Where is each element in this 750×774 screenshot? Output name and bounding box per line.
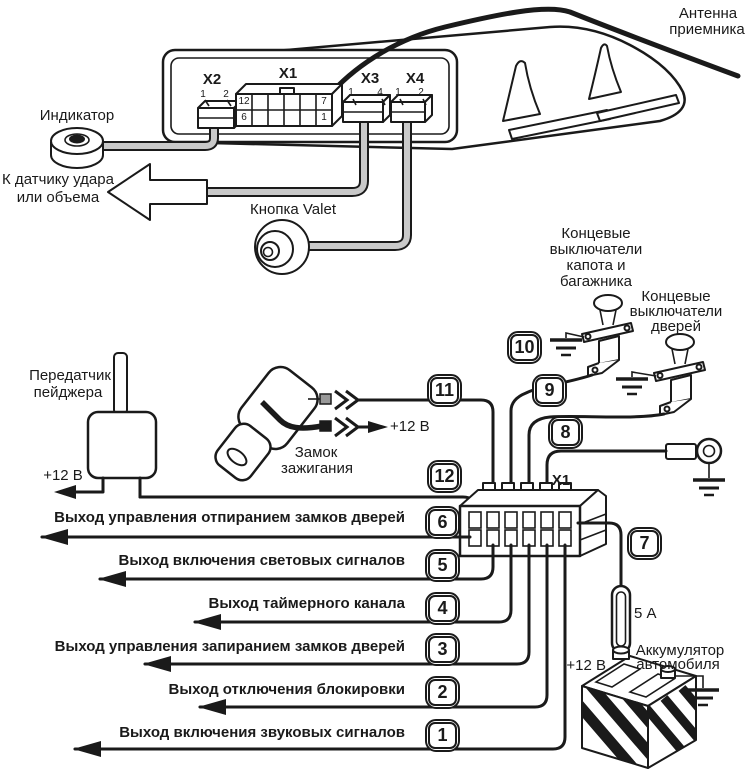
x1-pin-12: 12 [238,96,250,107]
connector-x3-socket [343,95,390,122]
valet-button [255,220,309,274]
wire-badge-12: 12 [427,460,462,493]
battery-12v-label: +12 В [566,657,606,674]
wire-badge-1: 1 [425,719,460,752]
shock-sensor-label-line2: или объема [16,189,100,206]
pager-label-line1: Передатчик [29,367,111,384]
connector-x3-label: X3 [360,70,380,87]
wire-badge-4: 4 [425,592,460,625]
antenna-label-line2: приемника [669,21,745,38]
indicator-led [51,128,103,168]
door-switch-label-line3: дверей [651,318,701,335]
door-switch-label-line1: Концевые [641,288,711,305]
connector-x1-label: X1 [278,65,298,82]
connector-x2-socket [198,100,241,128]
door-switch-label-line2: выключатели [629,303,723,320]
ground-symbol [550,340,582,355]
battery-label-line1: Аккумулятор [635,642,725,659]
ignition-label-line2: зажигания [281,460,353,477]
output-label-siren: Выход включения звуковых сигналов [119,724,405,741]
ground-symbol [693,480,725,495]
output-label-lock: Выход управления запиранием замков дверей [54,638,405,655]
battery-label-line2: автомобиля [636,656,720,673]
ignition-label-line1: Замок [294,444,338,461]
x2-pin-2: 2 [223,89,229,100]
x4-pin-2: 2 [418,87,424,98]
x3-pin-4: 4 [377,87,383,98]
hood-switch-label-line3: капота и [566,257,626,274]
x1-pin-6: 6 [241,112,247,123]
x1-pin-1: 1 [321,112,327,123]
wire-badge-7: 7 [627,527,662,560]
valet-button-label: Кнопка Valet [250,201,336,218]
x2-pin-1: 1 [200,89,206,100]
wire-badge-5: 5 [425,549,460,582]
wire-badge-10: 10 [507,331,542,364]
hood-switch-label-line1: Концевые [561,225,631,242]
wire-badge-11: 11 [427,374,462,407]
hood-switch-label-line2: выключатели [549,241,643,258]
wire-badge-8: 8 [548,416,583,449]
connector-x4-socket [391,95,432,122]
fuse-rating-label: 5 А [634,605,657,622]
connector-x4-label: X4 [405,70,425,87]
disconnect-chevrons [335,391,358,436]
wire-badge-6: 6 [425,506,460,539]
hood-switch-label-line4: багажника [559,273,632,290]
x4-pin-1: 1 [395,87,401,98]
antenna-label-line1: Антенна [678,5,738,22]
door-switch [616,334,705,415]
pager-label-line2: пейджера [33,384,103,401]
output-label-unlock: Выход управления отпиранием замков дверей [54,509,405,526]
ignition-12v-label: +12 В [390,418,430,435]
ring-terminal [666,439,725,495]
wire-badge-2: 2 [425,676,460,709]
main-harness-connector [460,483,606,556]
output-label-unblock: Выход отключения блокировки [168,681,405,698]
indicator-label: Индикатор [39,107,115,124]
output-label-lights: Выход включения световых сигналов [118,552,405,569]
shock-sensor-label-line1: К датчику удара [2,171,114,188]
shock-sensor-arrow [108,164,207,220]
x1-pin-7: 7 [321,96,327,107]
output-label-timer: Выход таймерного канала [208,595,405,612]
connector-x2-label: X2 [202,71,222,88]
x3-pin-1: 1 [348,87,354,98]
pager-12v-label: +12 В [43,467,83,484]
main-connector-label: X1 [551,472,571,489]
wire-badge-3: 3 [425,633,460,666]
wire-badge-9: 9 [532,374,567,407]
ground-symbol [616,379,648,394]
